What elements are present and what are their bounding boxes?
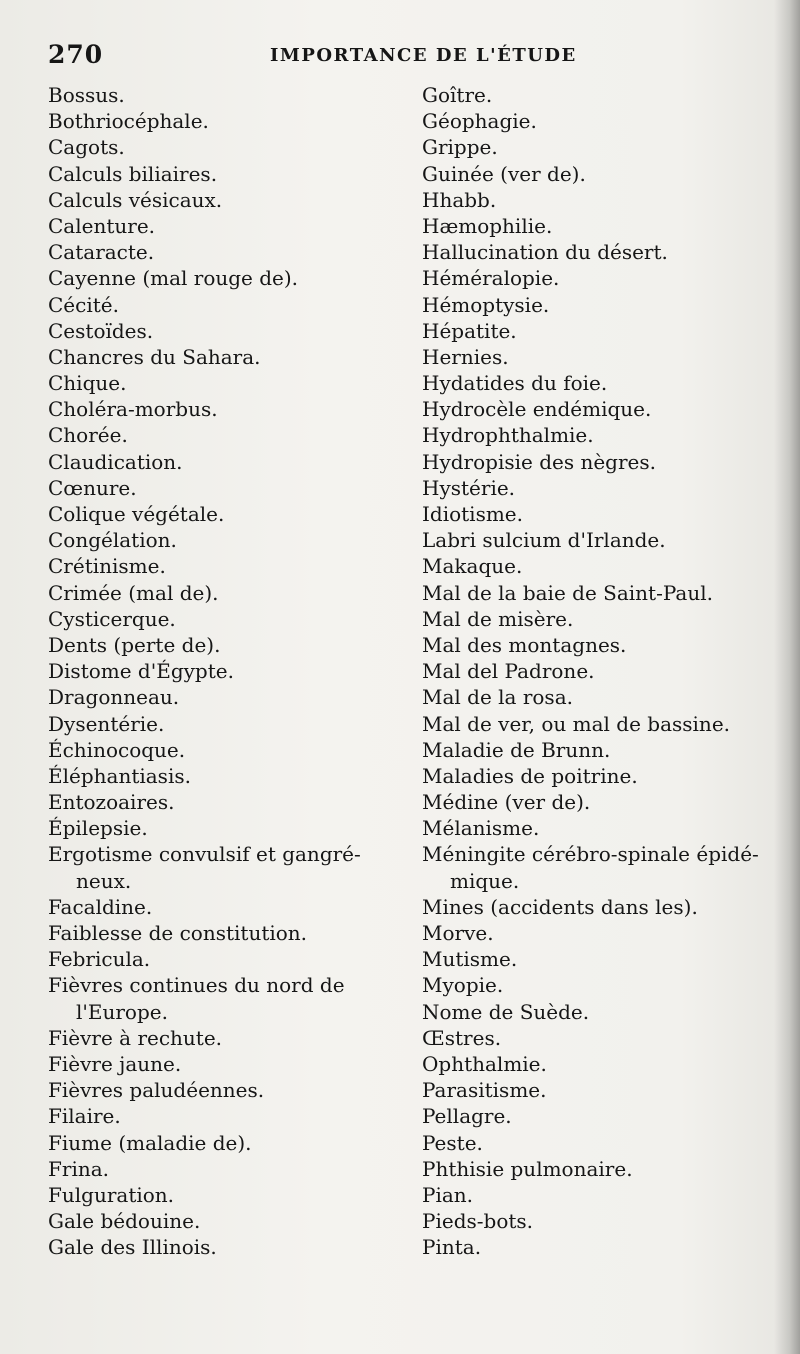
list-item — [48, 475, 408, 501]
entry-text: Gale des Illinois. — [48, 1235, 217, 1260]
entry-text: Mal de la baie de Saint-Paul. — [422, 580, 713, 605]
entry-text: Facaldine. — [48, 894, 153, 919]
entry-text: Hydropisie des nègres. — [422, 449, 656, 474]
entry-text: Hémoptysie. — [422, 292, 550, 317]
entry-text: Échinocoque. — [48, 737, 186, 762]
list-item — [48, 815, 408, 841]
entry-text: Myopie. — [422, 973, 504, 998]
list-item — [48, 108, 408, 134]
list-item — [422, 1103, 772, 1129]
list-item — [422, 527, 772, 553]
list-item — [48, 370, 408, 396]
list-item — [48, 763, 408, 789]
right-column — [422, 82, 772, 1260]
list-item — [422, 815, 772, 841]
list-item — [422, 213, 772, 239]
list-item — [48, 134, 408, 160]
entry-text: Maladie de Brunn. — [422, 737, 611, 762]
entry-text: Hystérie. — [422, 475, 516, 500]
entry-text: Calculs vésicaux. — [48, 187, 223, 212]
list-item — [422, 1077, 772, 1103]
list-item — [422, 161, 772, 187]
list-item — [422, 1130, 772, 1156]
entry-text: Chique. — [48, 371, 127, 396]
list-item — [48, 1077, 408, 1103]
left-column — [48, 82, 408, 1260]
list-item — [48, 1051, 408, 1077]
entry-text: Mines (accidents dans les). — [422, 894, 698, 919]
entry-text: Dents (perte de). — [48, 632, 221, 657]
entry-text: Claudication. — [48, 449, 183, 474]
list-item — [422, 134, 772, 160]
entry-text: Pian. — [422, 1182, 474, 1207]
list-item — [48, 553, 408, 579]
list-item — [48, 449, 408, 475]
list-item — [48, 422, 408, 448]
entry-text: Épilepsie. — [48, 816, 148, 841]
entry-text: Makaque. — [422, 554, 523, 579]
entry-text: Chancres du Sahara. — [48, 344, 261, 369]
list-item — [48, 1182, 408, 1208]
list-item — [48, 344, 408, 370]
list-item — [48, 894, 408, 920]
entry-text: Filaire. — [48, 1104, 121, 1129]
list-item — [48, 161, 408, 187]
entry-text: Crétinisme. — [48, 554, 166, 579]
entry-text: Colique végétale. — [48, 502, 225, 526]
list-item — [422, 920, 772, 946]
list-item — [48, 396, 408, 422]
list-item — [48, 187, 408, 213]
list-item — [422, 1208, 772, 1234]
list-item — [422, 946, 772, 972]
entry-text: Crimée (mal de). — [48, 580, 219, 605]
list-item — [48, 737, 408, 763]
entry-text: Nome de Suède. — [422, 999, 590, 1024]
list-item — [422, 475, 772, 501]
entry-text: Calenture. — [48, 213, 156, 238]
entry-text: Cagots. — [48, 135, 125, 160]
list-item — [48, 632, 408, 658]
entry-text: Guinée (ver de). — [422, 161, 586, 186]
entry-text: Cataracte. — [48, 240, 155, 265]
entry-text: Mélanisme. — [422, 816, 540, 841]
list-item — [422, 999, 772, 1025]
list-item — [422, 292, 772, 318]
entry-text: Hallucination du désert. — [422, 240, 668, 265]
list-item — [48, 527, 408, 553]
entry-text: Congélation. — [48, 528, 177, 553]
entry-text: Mal del Padrone. — [422, 659, 595, 684]
list-item — [422, 632, 772, 658]
list-item — [48, 292, 408, 318]
list-item — [48, 318, 408, 344]
entry-text: Maladies de poitrine. — [422, 763, 638, 788]
entry-text: Fièvres continues du nord de — [48, 973, 345, 998]
page-number: 270 — [48, 40, 104, 69]
list-item — [422, 606, 772, 632]
entry-text: Mal de misère. — [422, 606, 574, 631]
list-item — [48, 606, 408, 632]
list-item — [422, 789, 772, 815]
list-item — [422, 580, 772, 606]
entry-text: Ophthalmie. — [422, 1051, 547, 1076]
entry-text: Dysentérie. — [48, 711, 165, 736]
list-item — [422, 658, 772, 684]
entry-continuation: neux. — [76, 868, 132, 893]
list-item — [48, 920, 408, 946]
list-item — [48, 82, 408, 108]
entry-text: Fulguration. — [48, 1182, 175, 1207]
entry-text: Fiume (maladie de). — [48, 1130, 252, 1155]
entry-text: Frina. — [48, 1156, 109, 1181]
list-item — [422, 1025, 772, 1051]
list-item — [422, 318, 772, 344]
list-item — [422, 1234, 772, 1260]
list-item — [422, 108, 772, 134]
list-item — [48, 1103, 408, 1129]
list-item — [422, 396, 772, 422]
list-item — [422, 344, 772, 370]
list-item — [48, 1130, 408, 1156]
entry-text: Héméralopie. — [422, 266, 560, 291]
entry-text: Fièvre à rechute. — [48, 1025, 223, 1050]
list-item — [48, 841, 408, 893]
entry-text: Grippe. — [422, 135, 498, 160]
entry-text: Cayenne (mal rouge de). — [48, 266, 299, 291]
entry-text: Calculs biliaires. — [48, 161, 218, 186]
entry-text: Géophagie. — [422, 109, 537, 134]
list-item — [422, 501, 772, 527]
list-item — [48, 789, 408, 815]
entry-text: Cestoïdes. — [48, 318, 154, 343]
list-item — [48, 580, 408, 606]
list-item — [422, 265, 772, 291]
list-item — [422, 1051, 772, 1077]
entry-text: Éléphantiasis. — [48, 763, 191, 788]
list-item — [422, 187, 772, 213]
list-item — [422, 1156, 772, 1182]
list-item — [422, 684, 772, 710]
list-item — [422, 422, 772, 448]
entry-text: Gale bédouine. — [48, 1209, 201, 1234]
entry-text: Ergotisme convulsif et gangré- — [48, 842, 361, 867]
list-item — [48, 946, 408, 972]
list-item — [48, 1234, 408, 1260]
list-item — [422, 553, 772, 579]
entry-text: Labri sulcium d'Irlande. — [422, 528, 666, 553]
entry-text: Cysticerque. — [48, 606, 176, 631]
list-item — [422, 841, 772, 893]
entry-text: Hhabb. — [422, 187, 497, 212]
entry-text: Parasitisme. — [422, 1078, 547, 1103]
list-item — [48, 1208, 408, 1234]
entry-text: Mal des montagnes. — [422, 632, 627, 657]
entry-text: Morve. — [422, 921, 494, 946]
entry-text: Pieds-bots. — [422, 1209, 534, 1234]
entry-text: Bossus. — [48, 83, 125, 107]
list-item — [422, 449, 772, 475]
entry-text: Pellagre. — [422, 1104, 512, 1129]
entry-text: Mal de ver, ou mal de bassine. — [422, 711, 731, 736]
entry-text: Hydrocèle endémique. — [422, 397, 652, 422]
page-edge-shadow — [774, 0, 800, 1354]
list-item — [422, 711, 772, 737]
entry-continuation: l'Europe. — [76, 999, 168, 1024]
list-item — [422, 239, 772, 265]
entry-text: Phthisie pulmonaire. — [422, 1156, 633, 1181]
entry-text: Cœnure. — [48, 475, 137, 500]
list-item — [422, 82, 772, 108]
list-item — [48, 501, 408, 527]
entry-text: Bothriocéphale. — [48, 109, 209, 134]
entry-text: Mal de la rosa. — [422, 685, 573, 710]
entry-text: Méningite cérébro-spinale épidé- — [422, 842, 759, 867]
entry-text: Goître. — [422, 83, 493, 107]
entry-text: Distome d'Égypte. — [48, 659, 234, 684]
page-header — [48, 40, 748, 72]
running-head: IMPORTANCE DE L'ÉTUDE — [270, 45, 577, 66]
list-item — [48, 213, 408, 239]
entry-text: Hépatite. — [422, 318, 517, 343]
entry-text: Peste. — [422, 1130, 483, 1155]
list-item — [422, 894, 772, 920]
list-item — [48, 684, 408, 710]
entry-text: Œstres. — [422, 1025, 502, 1050]
entry-text: Hydatides du foie. — [422, 371, 608, 396]
entry-text: Choléra-morbus. — [48, 397, 218, 422]
entry-text: Febricula. — [48, 947, 151, 972]
entry-continuation: mique. — [450, 868, 520, 893]
list-item — [422, 370, 772, 396]
entry-text: Faiblesse de constitution. — [48, 921, 308, 946]
entry-text: Médine (ver de). — [422, 790, 591, 815]
entry-text: Hydrophthalmie. — [422, 423, 594, 448]
entry-text: Fièvres paludéennes. — [48, 1078, 265, 1103]
list-item — [422, 763, 772, 789]
list-item — [422, 737, 772, 763]
list-item — [48, 972, 408, 1024]
list-item — [48, 658, 408, 684]
list-item — [48, 239, 408, 265]
entry-text: Hernies. — [422, 344, 509, 369]
entry-text: Hæmophilie. — [422, 213, 553, 238]
entry-text: Idiotisme. — [422, 502, 523, 526]
list-item — [48, 1156, 408, 1182]
entry-text: Dragonneau. — [48, 685, 180, 710]
entry-text: Cécité. — [48, 292, 119, 317]
entry-text: Chorée. — [48, 423, 128, 448]
entry-text: Mutisme. — [422, 947, 518, 972]
entry-text: Fièvre jaune. — [48, 1051, 182, 1076]
list-item — [422, 972, 772, 998]
entry-text: Entozoaires. — [48, 790, 175, 815]
entry-text: Pinta. — [422, 1235, 482, 1260]
list-item — [422, 1182, 772, 1208]
list-item — [48, 265, 408, 291]
list-item — [48, 711, 408, 737]
list-item — [48, 1025, 408, 1051]
